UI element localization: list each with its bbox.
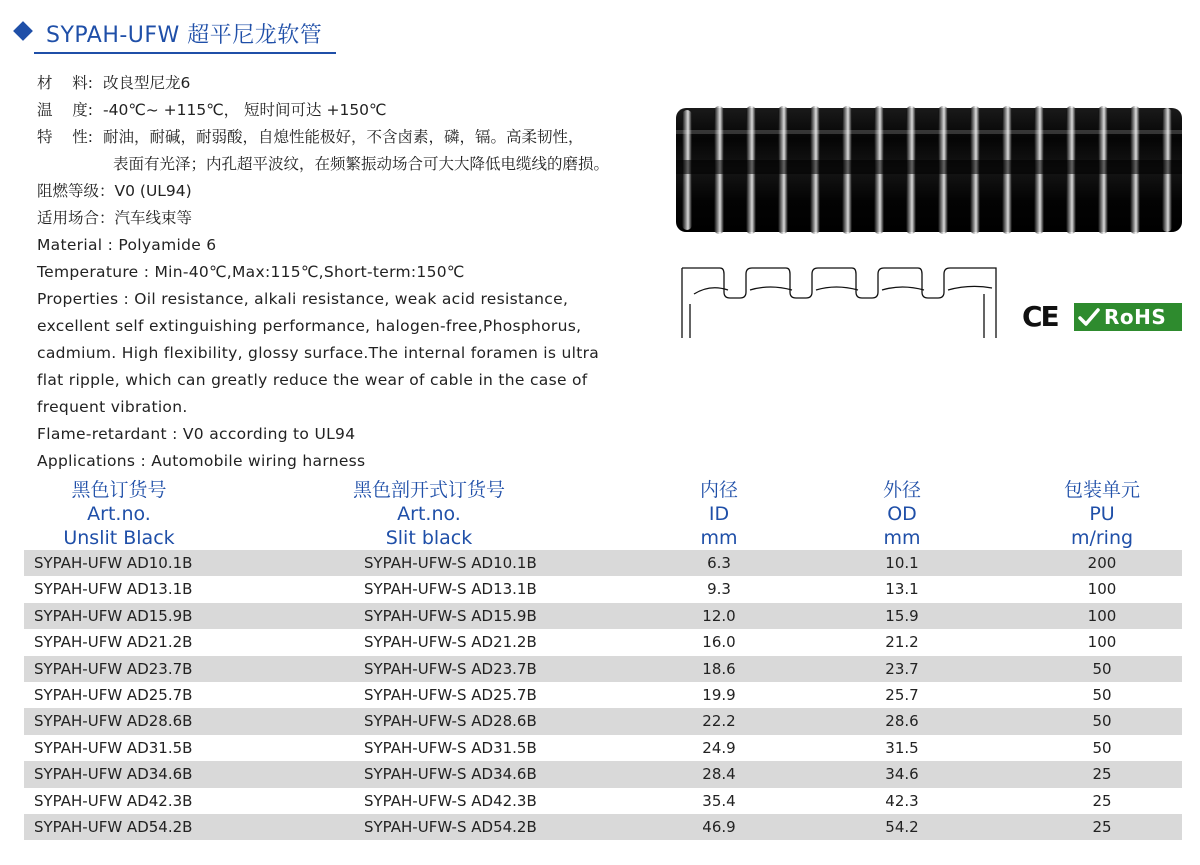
cell-packing-unit: 200 (1087, 554, 1117, 572)
cell-outer-diameter: 31.5 (885, 738, 919, 757)
spec-flame-en: Flame-retardant : V0 according to UL94 (37, 425, 356, 443)
spec-properties-en-2: excellent self extinguishing performance, halogen-free,Phosphorus, (37, 317, 582, 335)
cell-unslit-art-no: SYPAH-UFW AD25.7B (34, 685, 193, 704)
cell-packing-unit: 100 (1087, 633, 1117, 652)
cell-inner-diameter: 9.3 (707, 580, 731, 599)
spec-properties-en-1: Properties : Oil resistance, alkali resistance, weak acid resistance, (37, 290, 569, 308)
spec-list (37, 70, 677, 475)
cell-unslit-art-no: SYPAH-UFW AD31.5B (34, 738, 193, 757)
title-underline (34, 52, 336, 54)
cell-packing-unit: 25 (1092, 791, 1112, 810)
table-row (24, 735, 1182, 761)
page-title: SYPAH-UFW 超平尼龙软管 (46, 23, 323, 48)
cell-outer-diameter: 23.7 (885, 659, 919, 678)
cell-inner-diameter: 16.0 (702, 633, 736, 652)
cell-slit-art-no: SYPAH-UFW-S AD54.2B (364, 817, 537, 836)
spec-material-cn (37, 70, 677, 97)
cell-inner-diameter: 18.6 (702, 659, 736, 678)
cell-unslit-art-no: SYPAH-UFW AD42.3B (34, 791, 193, 810)
table-row (24, 603, 1182, 629)
cell-outer-diameter: 25.7 (885, 685, 919, 704)
cell-packing-unit: 50 (1092, 685, 1112, 704)
cell-outer-diameter: 42.3 (885, 791, 919, 810)
cell-unslit-art-no: SYPAH-UFW AD34.6B (34, 765, 193, 784)
spec-properties-en-4: flat ripple, which can greatly reduce the wear of cable in the case of (37, 371, 588, 389)
cell-slit-art-no: SYPAH-UFW-S AD21.2B (364, 633, 537, 652)
cell-outer-diameter: 21.2 (885, 633, 919, 652)
cell-inner-diameter: 35.4 (702, 791, 736, 810)
cell-slit-art-no: SYPAH-UFW-S AD25.7B (364, 685, 537, 704)
cell-unslit-art-no: SYPAH-UFW AD28.6B (34, 712, 193, 731)
spec-key-prop: 特 性: (37, 128, 93, 146)
cell-packing-unit: 25 (1092, 817, 1112, 836)
cell-outer-diameter: 15.9 (885, 606, 919, 625)
spec-value-temp: -40℃~ +115℃， 短时间可达 +150℃ (103, 101, 387, 119)
table-row (24, 550, 1182, 576)
cell-packing-unit: 50 (1092, 712, 1112, 731)
cell-slit-art-no: SYPAH-UFW-S AD10.1B (364, 554, 537, 572)
cell-outer-diameter: 34.6 (885, 765, 919, 784)
table-row (24, 656, 1182, 682)
cell-packing-unit: 50 (1092, 738, 1112, 757)
cell-slit-art-no: SYPAH-UFW-S AD31.5B (364, 738, 537, 757)
cell-inner-diameter: 22.2 (702, 712, 736, 731)
cell-packing-unit: 25 (1092, 765, 1112, 784)
spec-temp-cn (37, 97, 677, 124)
cell-unslit-art-no: SYPAH-UFW AD54.2B (34, 817, 193, 836)
spec-prop-cn-cont (37, 151, 677, 178)
cell-outer-diameter: 10.1 (885, 554, 919, 572)
table-row (24, 761, 1182, 787)
cell-inner-diameter: 6.3 (707, 554, 731, 572)
cell-inner-diameter: 24.9 (702, 738, 736, 757)
header-slit-black: 黑色剖开式订货号 Art.no. Slit black (352, 479, 505, 549)
cell-packing-unit: 50 (1092, 659, 1112, 678)
spec-applications-en: Applications : Automobile wiring harness (37, 452, 366, 470)
product-photo (676, 100, 1182, 240)
cell-slit-art-no: SYPAH-UFW-S AD28.6B (364, 712, 537, 731)
checkmark-icon (1074, 303, 1104, 331)
header-inner-diameter: 内径 ID mm (699, 479, 738, 549)
table-row (24, 814, 1182, 840)
diamond-bullet-icon (13, 21, 33, 41)
spec-prop-cn (37, 124, 677, 151)
cell-inner-diameter: 19.9 (702, 685, 736, 704)
spec-key-material: 材 料: (37, 74, 93, 92)
cell-packing-unit: 100 (1087, 606, 1117, 625)
table-row (24, 708, 1182, 734)
table-row (24, 788, 1182, 814)
cell-outer-diameter: 28.6 (885, 712, 919, 731)
cell-unslit-art-no: SYPAH-UFW AD23.7B (34, 659, 193, 678)
cell-unslit-art-no: SYPAH-UFW AD13.1B (34, 580, 193, 599)
spec-value-material: 改良型尼龙6 (103, 74, 191, 92)
cell-slit-art-no: SYPAH-UFW-S AD42.3B (364, 791, 537, 810)
spec-value-prop-2: 表面有光泽；内孔超平波纹，在频繁振动场合可大大降低电缆线的磨损。 (113, 155, 610, 173)
spec-temperature-en: Temperature : Min-40℃,Max:115℃,Short-term:150℃ (37, 263, 465, 281)
spec-flame-cn: 阻燃等级：V0 (UL94) (37, 182, 192, 200)
spec-material-en: Material : Polyamide 6 (37, 236, 217, 254)
cell-unslit-art-no: SYPAH-UFW AD10.1B (34, 554, 193, 572)
table-body (24, 550, 1182, 840)
spec-application-cn: 适用场合：汽车线束等 (37, 209, 193, 227)
cell-unslit-art-no: SYPAH-UFW AD21.2B (34, 633, 193, 652)
header-unslit-black: 黑色订货号 Art.no. Unslit Black (63, 479, 175, 549)
spec-key-temp: 温 度: (37, 101, 93, 119)
title-bar (10, 14, 1190, 56)
cell-unslit-art-no: SYPAH-UFW AD15.9B (34, 606, 193, 625)
cell-outer-diameter: 54.2 (885, 817, 919, 836)
spec-properties-en-3: cadmium. High flexibility, glossy surface.The internal foramen is ultra (37, 344, 600, 362)
cell-packing-unit: 100 (1087, 580, 1117, 599)
cell-outer-diameter: 13.1 (885, 580, 919, 599)
rohs-label: RoHS (1104, 305, 1167, 329)
header-outer-diameter: 外径 OD mm (882, 479, 921, 549)
spec-value-prop-1: 耐油，耐碱，耐弱酸，自熄性能极好，不含卤素，磷，镉。高柔韧性， (103, 128, 584, 146)
cell-slit-art-no: SYPAH-UFW-S AD34.6B (364, 765, 537, 784)
header-packing-unit: 包装单元 PU m/ring (1063, 479, 1140, 549)
cell-inner-diameter: 12.0 (702, 606, 736, 625)
table-row (24, 629, 1182, 655)
spec-properties-en-5: frequent vibration. (37, 398, 188, 416)
cell-inner-diameter: 28.4 (702, 765, 736, 784)
rohs-badge (1074, 303, 1182, 331)
table-header (24, 478, 1182, 550)
ce-mark-icon: CE (1022, 300, 1058, 333)
cell-slit-art-no: SYPAH-UFW-S AD15.9B (364, 606, 537, 625)
cell-slit-art-no: SYPAH-UFW-S AD13.1B (364, 580, 537, 599)
table-row (24, 682, 1182, 708)
cross-section-drawing (680, 264, 1002, 342)
table-row (24, 576, 1182, 602)
cell-inner-diameter: 46.9 (702, 817, 736, 836)
cell-slit-art-no: SYPAH-UFW-S AD23.7B (364, 659, 537, 678)
